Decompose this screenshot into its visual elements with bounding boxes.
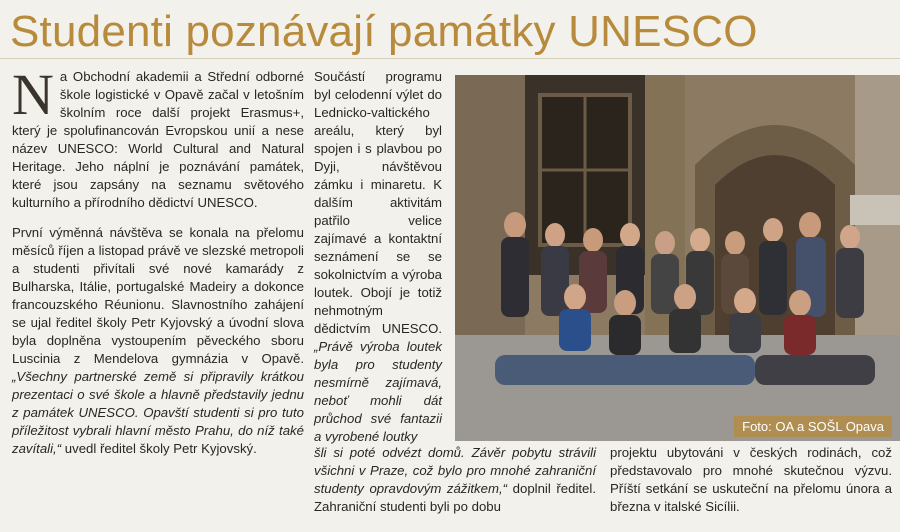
article-column-3 bbox=[314, 444, 596, 516]
paragraph-1-text: a Obchodní akademii a Střední odborné škole logistické v Opavě začal v letošním školním roce další projekt Erasmus+, který je spolufinancován Evropskou unií a nese název UNESCO: World Cultural and Natural Heritage. Jeho náplní je poznávání památek, které jsou zapsány na seznamu světového kulturního a přírodního dědictví UNESCO. bbox=[12, 69, 304, 210]
director-quote: „Všechny partnerské země si připravily krátkou prezentaci o své škole a hlavně představily jednu z památek UNESCO. Opavští studenti si pro tuto příležitost vybrali hlavní město Prahu, do níž také zavítali,“ bbox=[12, 369, 304, 456]
drop-cap: N bbox=[12, 62, 54, 127]
photo-illustration bbox=[455, 75, 900, 441]
paragraph-3-continued bbox=[314, 444, 596, 516]
puppet-quote-end: šli si poté odvézt domů. Závěr pobytu strávili všichni v Praze, což bylo pro mnohé zahraniční studenty opravdovým zážitkem,“ bbox=[314, 445, 596, 496]
article-title: Studenti poznávají památky UNESCO bbox=[10, 7, 758, 56]
paragraph-2 bbox=[12, 224, 304, 458]
paragraph-3-text: Součástí programu byl celodenní výlet do Lednicko-valtického areálu, který byl spojen i s plavbou po Dyji, návštěvou zámku i minaretu. K dalším aktivitám patřilo velice zajímavé a kontaktní seznámení se se sokolnictvím a výroba loutek. Obojí je totiž nehmotným dědictvím UNESCO. bbox=[314, 69, 442, 336]
paragraph-2-text: První výměnná návštěva se konala na přelomu měsíců říjen a listopad právě ve slezské metropoli a studenti přivítali své nové kamarády z Bulharska, Itálie, portugalské Madeiry a dokonce francouzského Réunionu. Slavnostního zahájení se ujal ředitel školy Petr Kyjovský a úvodní slova byla doplněna vystoupením pěveckého sboru Luscinia z Mendelova gymnázia v Opavě. bbox=[12, 225, 304, 366]
paragraph-3 bbox=[314, 68, 442, 446]
photo-caption: Foto: OA a SOŠL Opava bbox=[734, 416, 892, 437]
group-photo bbox=[455, 75, 900, 441]
paragraph-4: projektu ubytováni v českých rodinách, což představovalo pro mnohé skutečnou výzvu. Příští setkání se uskuteční na přelomu února a března v italské Sicílii. bbox=[610, 445, 892, 514]
paragraph-2-end: uvedl ředitel školy Petr Kyjovský. bbox=[61, 441, 257, 456]
article-column-1 bbox=[12, 62, 304, 458]
paragraph-1 bbox=[12, 62, 304, 212]
puppet-quote-start: „Právě výroba loutek byla pro studenty nesmírně zajímavá, neboť mohli dát průchod své fantazii a vyrobené loutky bbox=[314, 339, 442, 444]
article-column-2 bbox=[314, 68, 442, 446]
paragraph-3-end: doplnil ředitel. Zahraniční studenti byli po dobu bbox=[314, 481, 596, 514]
article-column-4 bbox=[610, 444, 892, 516]
title-divider bbox=[0, 58, 900, 59]
